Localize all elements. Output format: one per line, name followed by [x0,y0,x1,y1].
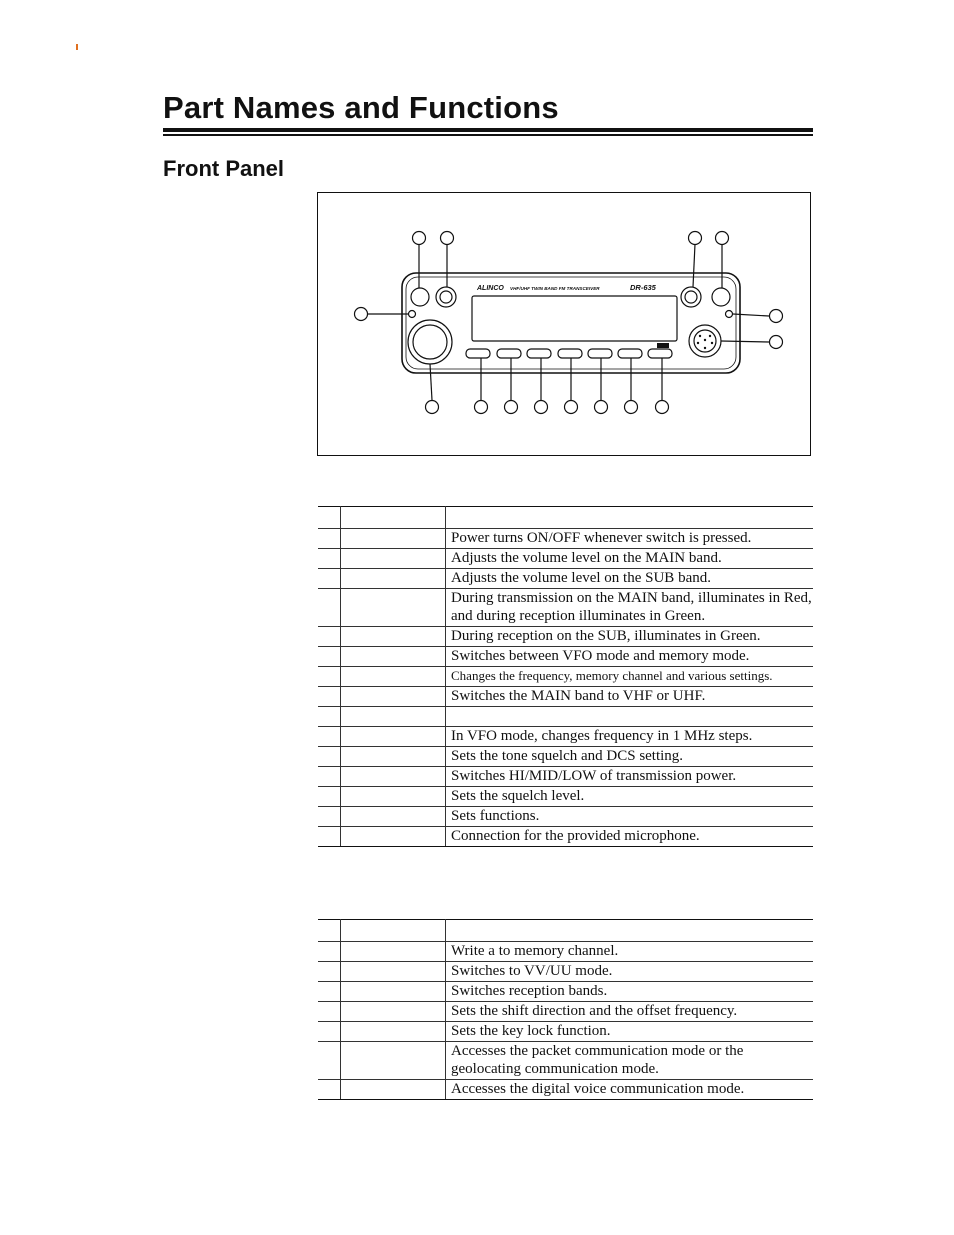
row-description: Accesses the digital voice communication mode. [446,1080,814,1100]
table-row [318,1042,813,1080]
front-panel-figure [317,192,811,456]
row-description: Accesses the packet communication mode or the geolocating communication mode. [446,1042,814,1080]
table-row [318,647,813,667]
table-row [318,982,813,1002]
page-title: Part Names and Functions [163,90,559,125]
front-panel-parts-table [318,506,813,847]
table-row [318,787,813,807]
table-row [318,1022,813,1042]
table-header-row [318,507,813,529]
model-label: DR-635 [630,283,656,292]
table-row [318,589,813,627]
row-description: Sets functions. [446,807,814,827]
table-row [318,667,813,687]
power-knob [411,288,429,306]
row-description: Adjusts the volume level on the SUB band. [446,569,814,589]
row-description: Switches to VV/UU mode. [446,962,814,982]
row-description: Sets the key lock function. [446,1022,814,1042]
margin-mark [76,44,78,50]
row-description: Sets the squelch level. [446,787,814,807]
row-description: Switches the MAIN band to VHF or UHF. [446,687,814,707]
table-row [318,827,813,847]
table-row [318,727,813,747]
section-title: Front Panel [163,156,285,181]
row-description: Write a to memory channel. [446,942,814,962]
row-description: Power turns ON/OFF whenever switch is pressed. [446,529,814,549]
table-row [318,687,813,707]
table-row [318,529,813,549]
row-description: Adjusts the volume level on the MAIN band. [446,549,814,569]
front-panel-illustration [318,193,812,457]
table-row [318,962,813,982]
row-description: In VFO mode, changes frequency in 1 MHz steps. [446,727,814,747]
table-row [318,627,813,647]
table-row [318,1002,813,1022]
model-line-label: VHF/UHF TWIN BAND FM TRANSCEIVER [510,286,600,291]
title-rule-thin [163,134,813,136]
table-row [318,942,813,962]
table-row [318,767,813,787]
row-description [446,707,814,727]
table-row [318,707,813,727]
title-rule-thick [163,128,813,132]
table-row [318,807,813,827]
function-keys-table [318,919,813,1100]
row-description: Switches HI/MID/LOW of transmission power. [446,767,814,787]
row-description: Sets the tone squelch and DCS setting. [446,747,814,767]
table-row [318,549,813,569]
row-description: During reception on the SUB, illuminates in Green. [446,627,814,647]
row-description: Connection for the provided microphone. [446,827,814,847]
table-row [318,747,813,767]
row-description: Switches reception bands. [446,982,814,1002]
row-description: During transmission on the MAIN band, illuminates in Red, and during reception illuminates in Green. [446,589,814,627]
row-description: Switches between VFO mode and memory mode. [446,647,814,667]
table-row [318,569,813,589]
table-row [318,1080,813,1100]
table-header-row [318,920,813,942]
row-description: Sets the shift direction and the offset frequency. [446,1002,814,1022]
row-description: Changes the frequency, memory channel and various settings. [446,667,814,687]
brand-label: ALINCO [477,285,504,292]
